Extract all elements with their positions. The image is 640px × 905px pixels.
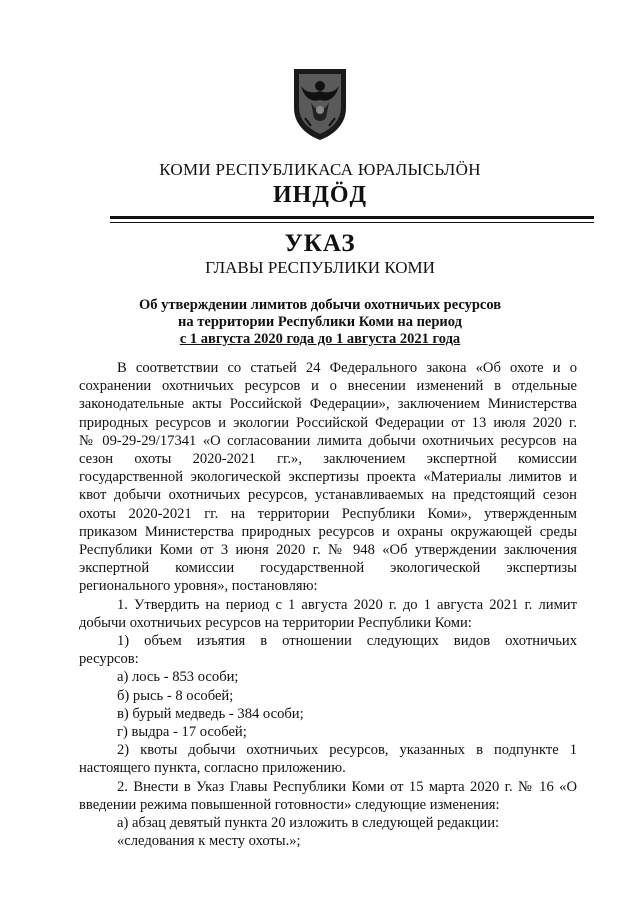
body-line: экспертной комиссии государственной экологической экспертизы (79, 560, 577, 577)
list-item: в) бурый медведь - 384 особи; (117, 705, 304, 722)
list-item: а) лось - 853 особи; (117, 669, 239, 686)
body-line: квот добычи охотничьих ресурсов, устанавливаемых на предстоящий сезон (79, 487, 577, 504)
body-line: приказом Министерства природных ресурсов и охраны окружающей среды (79, 523, 577, 540)
document-issuer: ГЛАВЫ РЕСПУБЛИКИ КОМИ (205, 258, 435, 277)
body-line: законодательные акты Российской Федерации», заключением Министерства (79, 396, 577, 413)
document-heading (0, 297, 640, 348)
document-type: УКАЗ (284, 230, 356, 257)
list-item: б) рысь - 8 особей; (117, 687, 234, 704)
heading-line: на территории Республики Коми на период (178, 314, 462, 330)
body-line: 2) квоты добычи охотничьих ресурсов, указанных в подпункте 1 (117, 742, 577, 759)
body-line: сезон охоты 2020-2021 гг.», заключением экспертной комиссии (79, 451, 577, 468)
body-line: настоящего пункта, согласно приложению. (79, 760, 346, 777)
document-body (79, 359, 577, 850)
body-line: 2. Внести в Указ Главы Республики Коми от 15 марта 2020 г. № 16 «О (117, 778, 577, 795)
body-line: государственной экологической экспертизы проекта «Материалы лимитов и (79, 469, 577, 486)
body-line: регионального уровня», постановляю: (79, 578, 318, 595)
body-line: В соответствии со статьей 24 Федерального закона «Об охоте и о (117, 360, 577, 376)
divider-thin (110, 222, 594, 223)
body-line: Республики Коми от 3 июня 2020 г. № 948 «Об утверждении заключения (79, 542, 577, 559)
decree-word-komi: ИНДÖД (272, 182, 368, 208)
list-item: г) выдра - 17 особей; (117, 724, 247, 741)
body-line: а) абзац девятый пункта 20 изложить в следующей редакции: (117, 815, 500, 832)
coat-of-arms-icon (291, 66, 349, 142)
divider-thick (110, 216, 594, 219)
body-line: № 09-29-29/17341 «О согласовании лимита добычи охотничьих ресурсов на (79, 432, 577, 449)
body-line: введении режима повышенной готовности» следующие изменения: (79, 796, 500, 813)
body-line: ресурсов: (79, 651, 139, 668)
body-line: добычи охотничьих ресурсов на территории Республики Коми: (79, 614, 472, 631)
body-line: сохранении охотничьих ресурсов и о внесении изменений в отдельные (79, 378, 577, 395)
body-line: природных ресурсов и экологии Российской Федерации от 13 июля 2020 г. (79, 414, 577, 431)
republic-name-komi: КОМИ РЕСПУБЛИКАСА ЮРАЛЫСЬЛÖН (159, 160, 481, 179)
body-line: охоты 2020-2021 гг. на территории Республики Коми», утвержденным (79, 505, 577, 522)
body-line: «следования к месту охоты.»; (117, 833, 301, 850)
heading-line-period: с 1 августа 2020 года до 1 августа 2021 года (179, 331, 461, 347)
heading-line: Об утверждении лимитов добычи охотничьих ресурсов (138, 297, 502, 313)
body-line: 1. Утвердить на период с 1 августа 2020 г. до 1 августа 2021 г. лимит (117, 596, 577, 613)
body-line: 1) объем изъятия в отношении следующих видов охотничьих (117, 633, 577, 650)
